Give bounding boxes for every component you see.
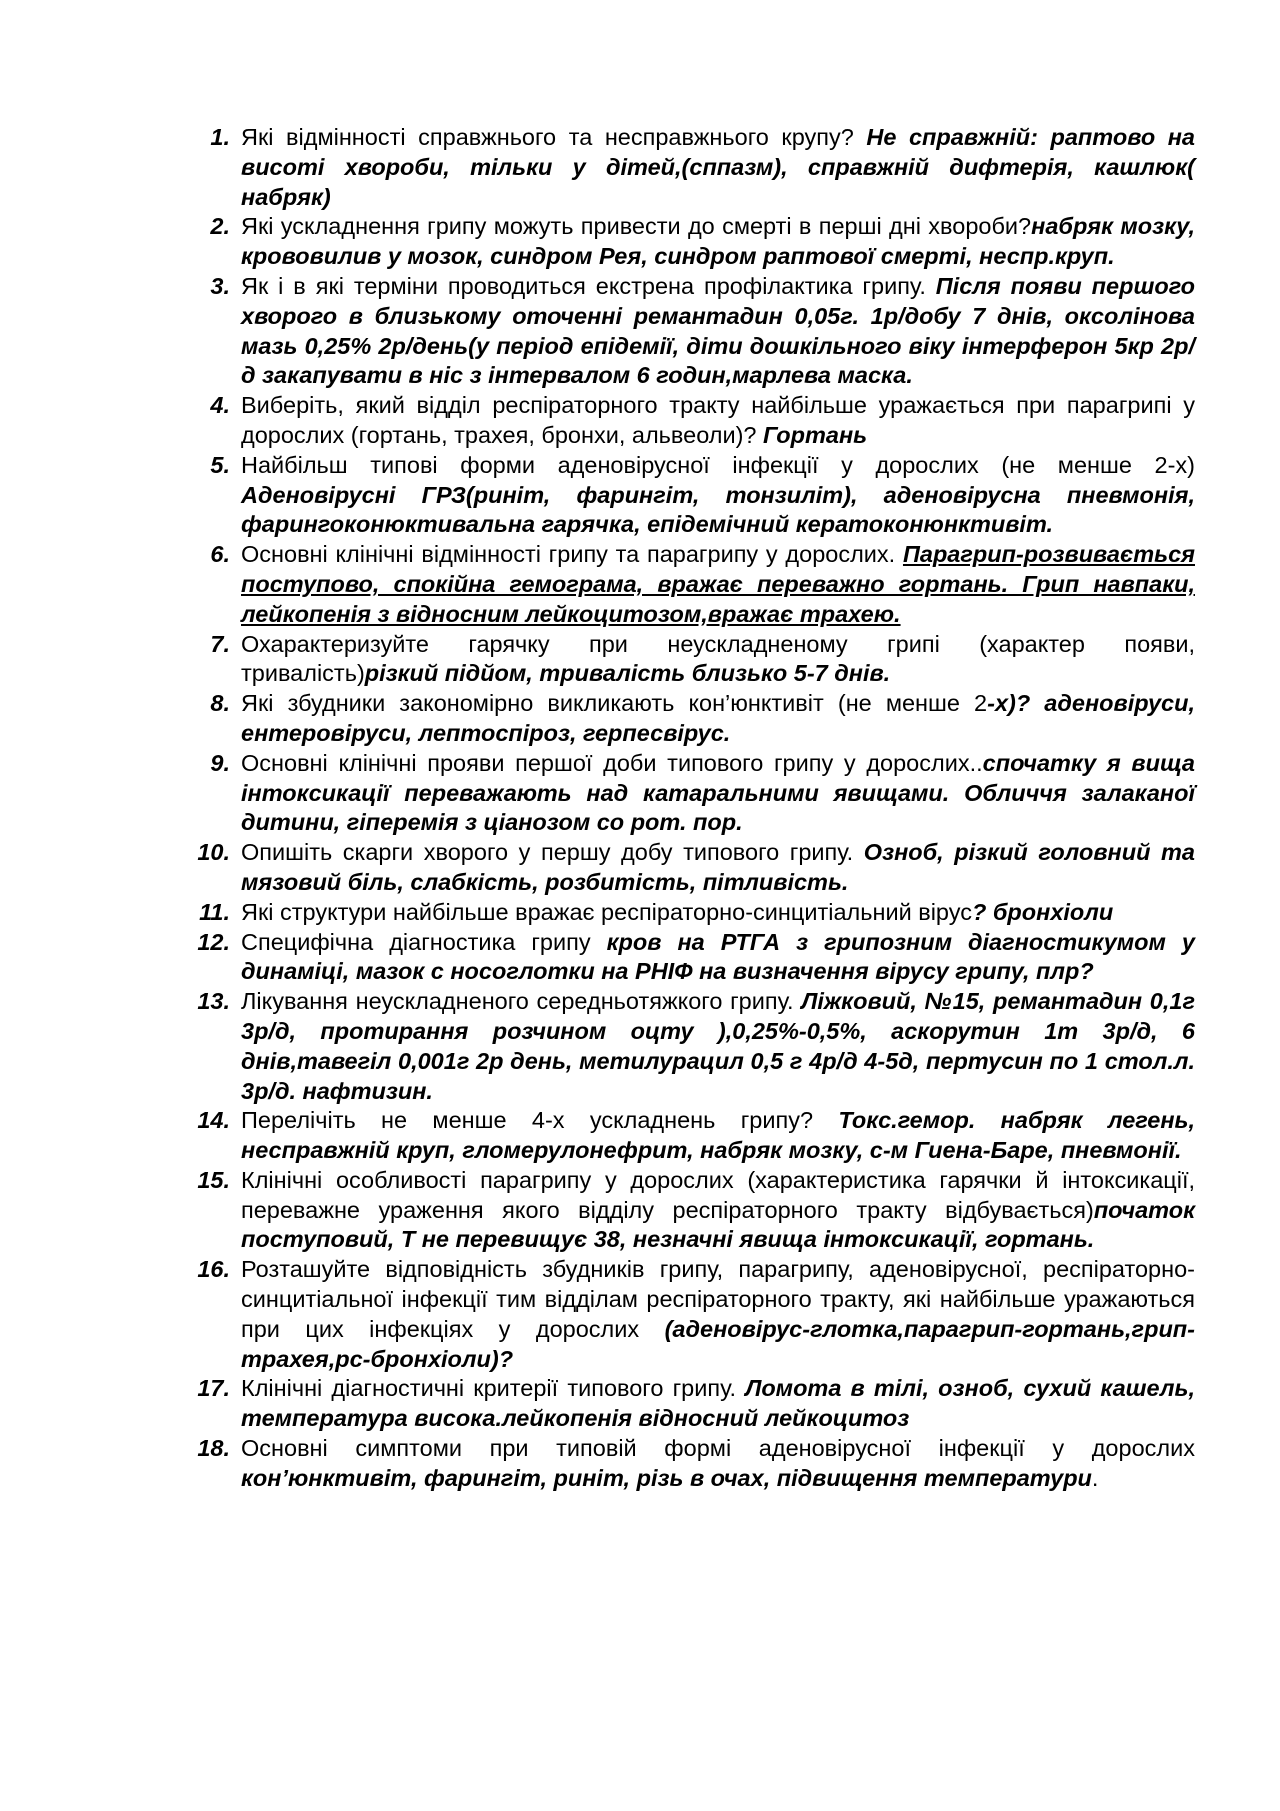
- item-text: [230, 391, 1195, 451]
- question-text: Основні симптоми при типовій формі аденовірусної інфекції у дорослих: [241, 1435, 1195, 1462]
- answer-text: Парагрип-розвивається поступово, спокійна гемограма, вражає переважно гортань. Грип навпаки, лейкопенія з відносним лейкоцитозом,вражає трахею.: [241, 541, 1195, 627]
- list-item: [180, 928, 1195, 988]
- item-number: 11.: [199, 898, 230, 925]
- question-text: Клінічні діагностичні критерії типового грипу.: [241, 1375, 746, 1402]
- list-item: [180, 838, 1195, 898]
- question-text: Які збудники закономірно викликають кон’юнктивіт (не менше 2: [241, 690, 988, 717]
- answer-text: Гортань: [763, 421, 868, 448]
- item-text: [230, 123, 1195, 212]
- item-text: [230, 898, 1195, 928]
- answer-text: набряк мозку, крововилив у мозок, синдром Рея, синдром раптової смерті, неспр.круп.: [241, 213, 1196, 270]
- item-text: [230, 451, 1195, 540]
- question-text: Лікування неускладненого середньотяжкого грипу.: [241, 988, 802, 1015]
- item-number: 6.: [210, 541, 230, 568]
- answer-text: Не справжній: раптово на висоті хвороби, тільки у дітей,(сппазм), справжній дифтерія, кашлюк( набряк): [241, 124, 1195, 210]
- question-text: Перелічіть не менше 4-х ускладнень грипу?: [241, 1107, 839, 1134]
- question-text: Виберіть, який відділ респіраторного тракту найбільше уражається при парагрипі у дорослих (гортань, трахея, бронхи, альвеоли)?: [241, 392, 1195, 448]
- answer-text: Озноб, різкий головний та мязовий біль, слабкість, розбитість, пітливість.: [241, 839, 1195, 895]
- question-text: Клінічні особливості парагрипу у дорослих (характеристика гарячки й інтоксикації, переважне ураження якого відділу респіраторного тракту відбувається): [241, 1166, 1195, 1223]
- answer-text: спочатку я вища інтоксикації переважають над катаральними явищами. Обличчя залаканої дитини, гіперемія з ціанозом со рот. пор.: [241, 749, 1195, 836]
- list-item: [180, 451, 1195, 540]
- list-item: [180, 689, 1195, 749]
- item-number: 2.: [210, 213, 230, 240]
- question-list: [180, 123, 1195, 1494]
- item-number: 8.: [210, 690, 230, 717]
- answer-text: Ліжковий, №15, ремантадин 0,1г 3р/д, протирання розчином оцту ),0,25%-0,5%, аскорутин 1т 3р/д, 6 днів,тавегіл 0,001г 2р день, метилурацил 0,5 г 4р/д 4-5д, пертусин по 1 стол.л. 3р/д. нафтизин.: [241, 988, 1195, 1104]
- item-text: [230, 749, 1195, 838]
- item-text: [230, 272, 1195, 391]
- list-item: [180, 272, 1195, 391]
- list-item: [180, 749, 1195, 838]
- item-text: [230, 212, 1195, 272]
- answer-text: Аденовірусні ГРЗ(риніт, фарингіт, тонзиліт), аденовірусна пневмонія, фарингоконюктивальна гарячка, епідемічний кератоконюнктивіт.: [241, 481, 1195, 538]
- answer-text: (аденовірус-глотка,парагрип-гортань,грип-трахея,рс-бронхіоли)?: [241, 1315, 1195, 1372]
- item-text: [230, 987, 1195, 1106]
- list-item: [180, 987, 1195, 1106]
- item-number: 12.: [197, 928, 230, 955]
- answer-text: кров на РТГА з грипозним діагностикумом у динаміці, мазок с носоглотки на РНІФ на визначення вірусу грипу, плр?: [241, 928, 1195, 985]
- item-number: 15.: [197, 1166, 230, 1193]
- answer-text: -х)? аденовіруси, ентеровіруси, лептоспіроз, герпесвірус.: [241, 690, 1195, 746]
- answer-text: Після появи першого хворого в близькому оточенні ремантадин 0,05г. 1р/добу 7 днів, оксолінова мазь 0,25% 2р/день(у період епідемії, діти дошкільного віку інтерферон 5кр 2р/д закапувати в ніс з інтервалом 6 годин,марлева маска.: [241, 272, 1196, 389]
- list-item: [180, 1374, 1195, 1434]
- list-item: [180, 898, 1195, 928]
- question-text: Основні клінічні відмінності грипу та парагрипу у дорослих.: [241, 541, 903, 568]
- item-number: 7.: [210, 630, 230, 657]
- list-item: [180, 1106, 1195, 1166]
- item-number: 18.: [197, 1435, 230, 1462]
- item-number: 14.: [197, 1107, 230, 1134]
- answer-text: початок поступовий, Т не перевищує 38, незначні явища інтоксикації, гортань.: [241, 1196, 1195, 1253]
- item-text: [230, 630, 1195, 690]
- answer-tail: .: [1091, 1464, 1099, 1491]
- item-text: [230, 1374, 1195, 1434]
- item-text: [230, 928, 1195, 988]
- list-item: [180, 540, 1195, 629]
- question-text: Які ускладнення грипу можуть привести до смерті в перші дні хвороби?: [241, 213, 1032, 240]
- item-number: 16.: [197, 1256, 230, 1283]
- list-item: [180, 1166, 1195, 1255]
- item-number: 1.: [210, 124, 230, 150]
- list-item: [180, 123, 1195, 212]
- list-item: [180, 1255, 1195, 1374]
- item-number: 3.: [210, 272, 230, 299]
- item-number: 9.: [210, 749, 230, 776]
- answer-text: Токс.гемор. набряк легень, несправжній круп, гломерулонефрит, набряк мозку, с-м Гиена-Баре, пневмонії.: [241, 1107, 1196, 1164]
- question-text: Розташуйте відповідність збудників грипу, парагрипу, аденовірусної, респіраторно-синцитіальної інфекції тим відділам респіраторного тракту, які найбільше уражаються при цих інфекціях у дорослих: [241, 1256, 1195, 1342]
- item-number: 5.: [210, 451, 230, 478]
- question-text: Специфічна діагностика грипу: [241, 928, 607, 955]
- item-number: 13.: [197, 988, 230, 1015]
- question-text: Які структури найбільше вражає респіраторно-синцитіальний вірус: [241, 898, 972, 925]
- question-text: Основні клінічні прояви першої доби типового грипу у дорослих..: [241, 749, 983, 776]
- list-item: [180, 212, 1195, 272]
- item-text: [230, 1434, 1195, 1494]
- item-text: [230, 1166, 1195, 1255]
- answer-text: різкий підйом, тривалість близько 5-7 днів.: [364, 660, 891, 687]
- answer-text: ? бронхіоли: [971, 898, 1114, 925]
- list-item: [180, 630, 1195, 690]
- question-text: Як і в які терміни проводиться екстрена профілактика грипу.: [241, 272, 936, 299]
- list-item: [180, 1434, 1195, 1494]
- item-number: 10.: [197, 839, 230, 866]
- item-text: [230, 689, 1195, 749]
- item-text: [230, 540, 1195, 629]
- list-item: [180, 391, 1195, 451]
- item-number: 17.: [197, 1375, 230, 1402]
- answer-text: Ломота в тілі, озноб, сухий кашель, температура висока.лейкопенія відносний лейкоцитоз: [241, 1375, 1195, 1432]
- item-text: [230, 1255, 1195, 1374]
- question-text: Найбільш типові форми аденовірусної інфекції у дорослих (не менше 2-х): [241, 451, 1195, 478]
- item-text: [230, 838, 1195, 898]
- question-text: Опишіть скарги хворого у першу добу типового грипу.: [241, 839, 864, 866]
- item-text: [230, 1106, 1195, 1166]
- answer-text: кон’юнктивіт, фарингіт, риніт, різь в очах, підвищення температури: [241, 1464, 1092, 1491]
- item-number: 4.: [210, 392, 230, 419]
- question-text: Які відмінності справжнього та несправжнього крупу?: [241, 124, 867, 150]
- question-text: Охарактеризуйте гарячку при неускладненому грипі (характер появи, тривалість): [241, 630, 1195, 687]
